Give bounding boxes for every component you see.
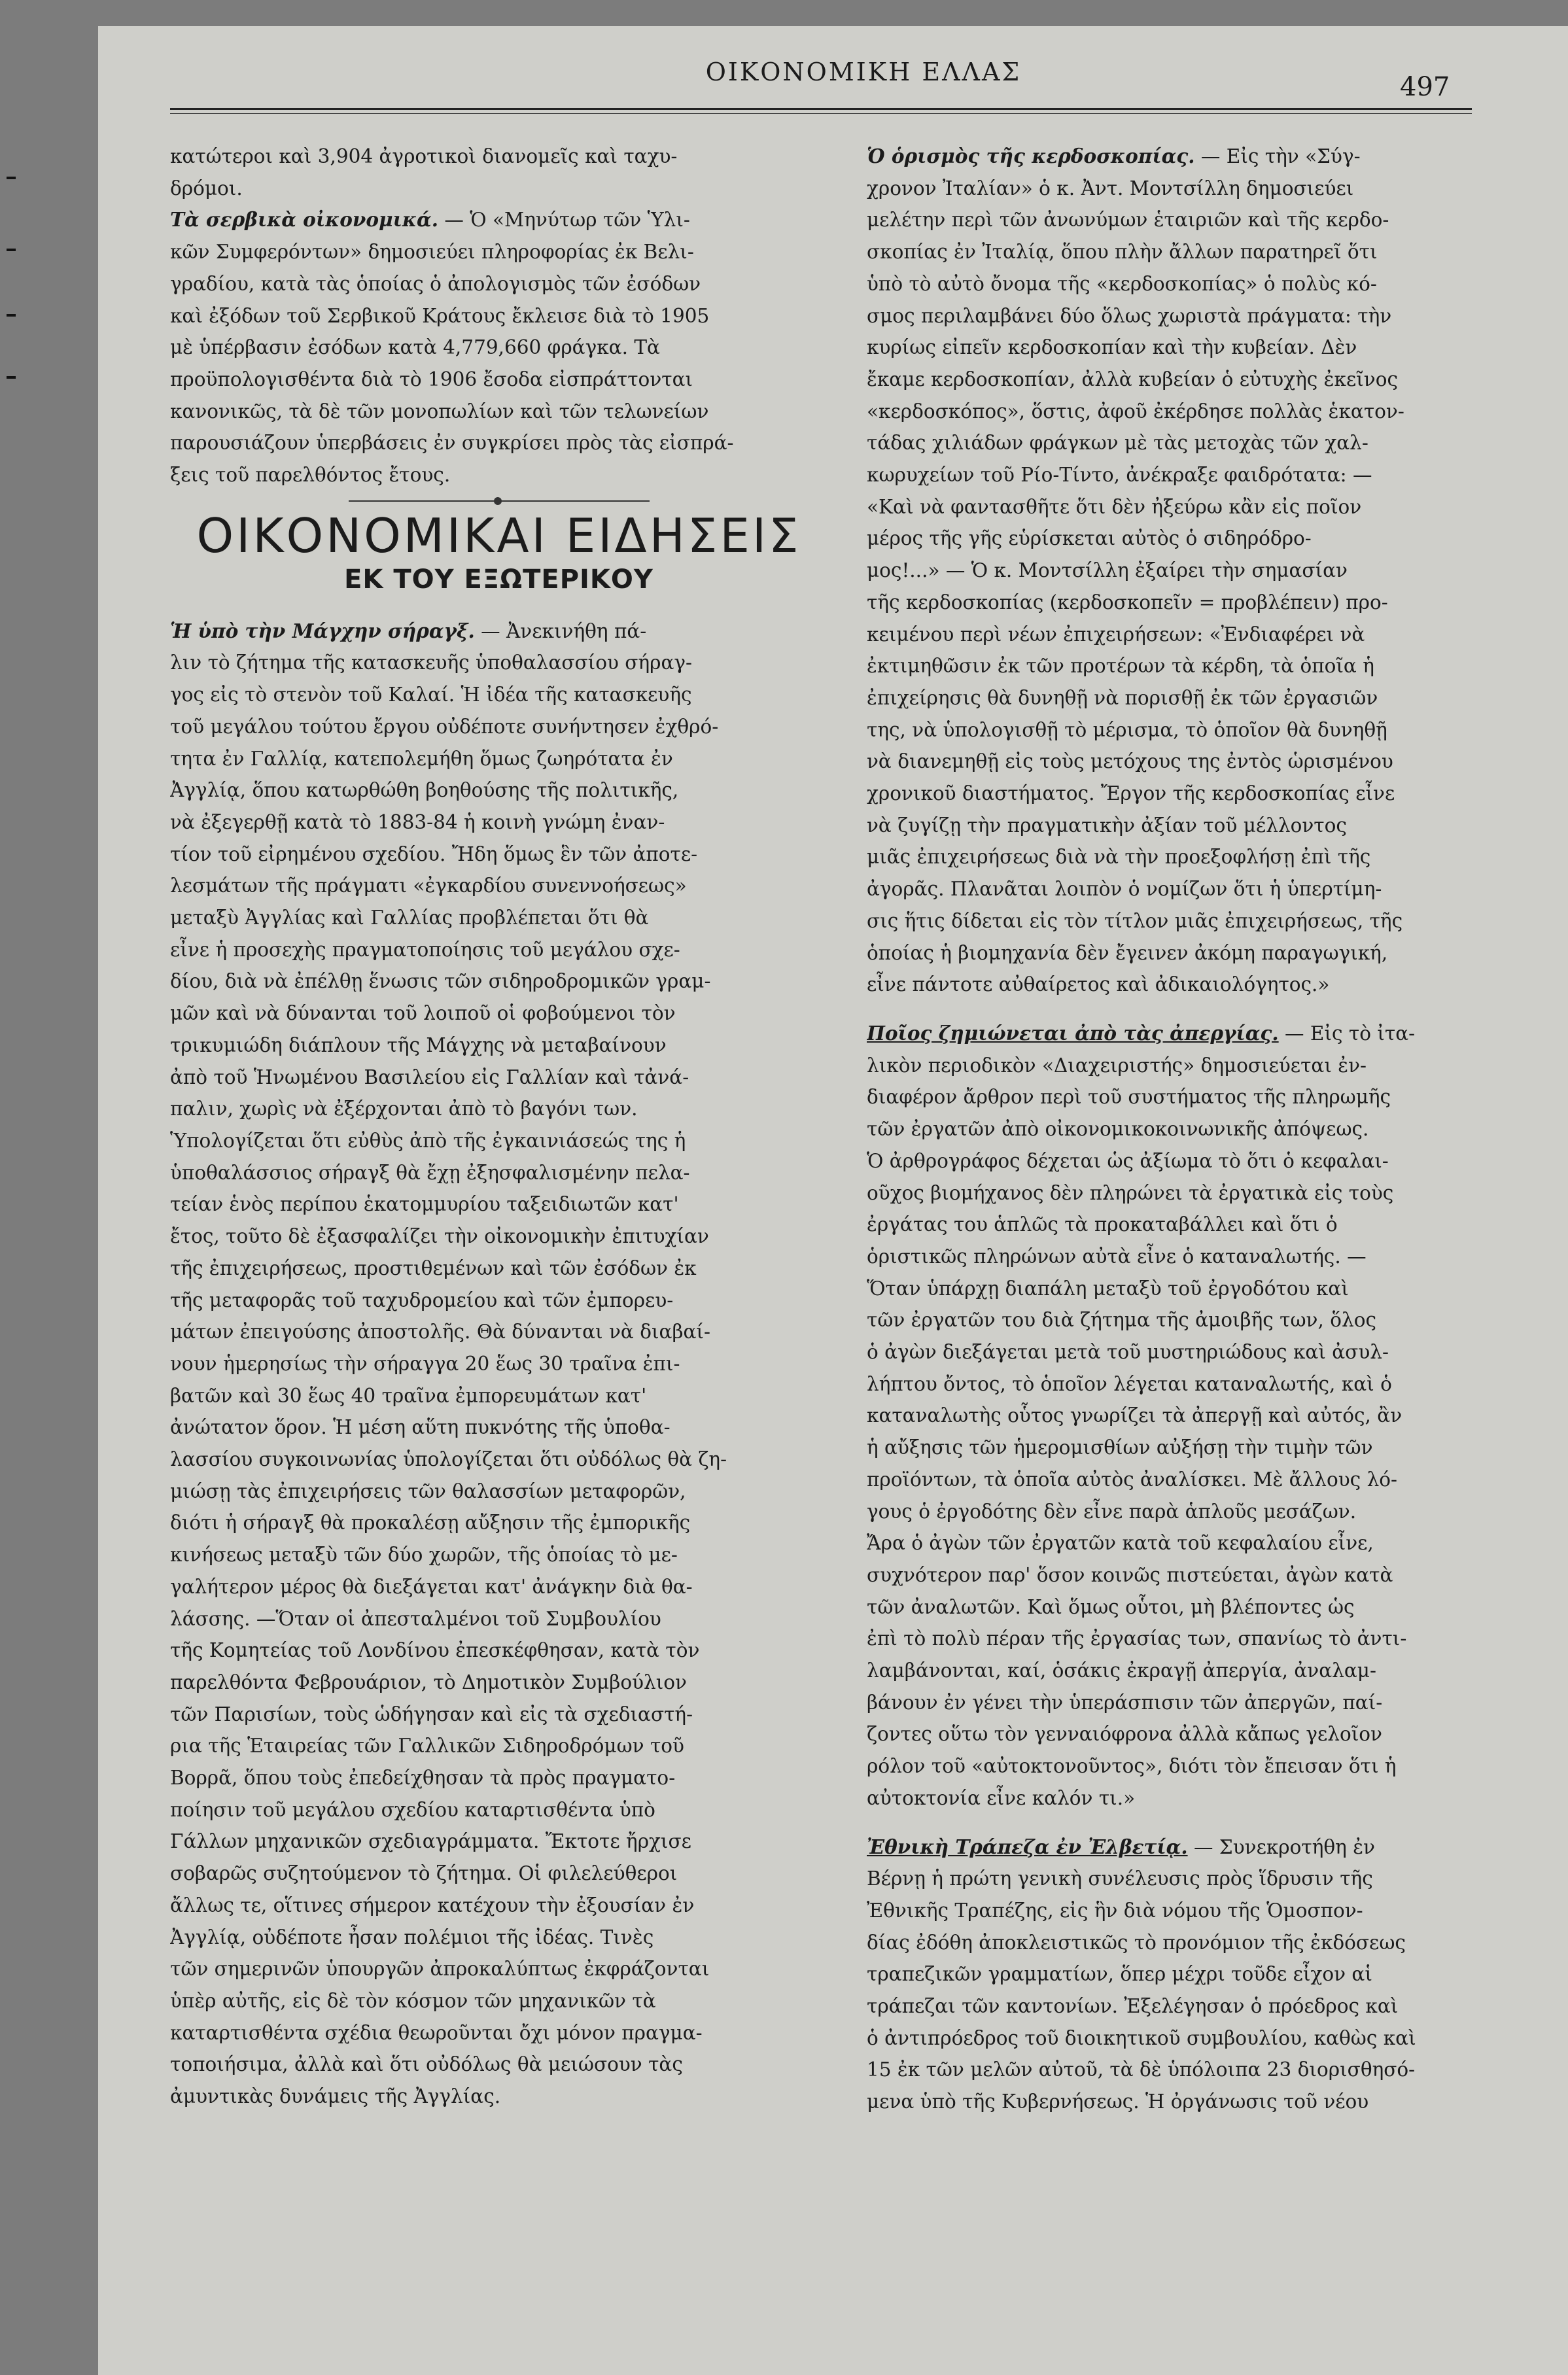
text-line: ποίησιν τοῦ μεγάλου σχεδίου καταρτισθέντα ὑπὸ bbox=[170, 1798, 655, 1821]
text-line: ζοντες οὕτω τὸν γενναιόφρονα ἀλλὰ κἄπως γελοῖον bbox=[867, 1723, 1382, 1746]
article-serbian-finances bbox=[170, 204, 828, 491]
text-line: Ὅταν ὑπάρχῃ διαπάλη μεταξὺ τοῦ ἐργοδότου καὶ bbox=[867, 1277, 1349, 1300]
text-line: λαμβάνονται, καί, ὁσάκις ἐκραγῇ ἀπεργία, ἀναλαμ- bbox=[867, 1659, 1376, 1682]
text-line: ἔκαμε κερδοσκοπίαν, ἀλλὰ κυβείαν ὁ εὐτυχὴς ἐκεῖνος bbox=[867, 368, 1399, 390]
text-line: τράπεζαι τῶν καντονίων. Ἐξελέγησαν ὁ πρόεδρος καὶ bbox=[867, 1995, 1399, 2018]
text-line: ἀπὸ τοῦ Ἡνωμένου Βασιλείου εἰς Γαλλίαν καὶ τἀνά- bbox=[170, 1066, 689, 1088]
text-line: μελέτην περὶ τῶν ἀνωνύμων ἑταιριῶν καὶ τῆς κερδο- bbox=[867, 209, 1389, 232]
text-line: δίας ἐδόθη ἀποκλειστικῶς τὸ προνόμιον τῆς ἐκδόσεως bbox=[867, 1931, 1406, 1954]
text-line: Γάλλων μηχανικῶν σχεδιαγράμματα. Ἔκτοτε ἤρχισε bbox=[170, 1830, 691, 1853]
section-divider bbox=[349, 500, 650, 502]
text-line: νὰ ἐξεγερθῇ κατὰ τὸ 1883-84 ἡ κοινὴ γνώμη ἐναν- bbox=[170, 810, 665, 833]
text-line: μῶν καὶ νὰ δύνανται τοῦ λοιποῦ οἱ φοβούμενοι τὸν bbox=[170, 1002, 676, 1025]
text-line: καταρτισθέντα σχέδια θεωροῦνται ὄχι μόνον πραγμα- bbox=[170, 2021, 703, 2044]
text-line: ἐκτιμηθῶσιν ἐκ τῶν προτέρων τὰ κέρδη, τὰ ὁποῖα ἡ bbox=[867, 655, 1374, 678]
intro-paragraph bbox=[170, 141, 828, 204]
text-line: — Εἰς τὸ ἰτα- bbox=[1278, 1022, 1416, 1045]
text-line: δρόμοι. bbox=[170, 177, 243, 199]
text-line: σις ἥτις δίδεται εἰς τὸν τίτλον μιᾶς ἐπιχειρήσεως, τῆς bbox=[867, 909, 1403, 932]
text-line: τῶν σημερινῶν ὑπουργῶν ἀπροκαλύπτως ἐκφράζονται bbox=[170, 1958, 710, 1981]
text-line: τῆς κερδοσκοπίας (κερδοσκοπεῖν = προβλέπειν) προ- bbox=[867, 591, 1388, 614]
text-line: Ὑπολογίζεται ὅτι εὐθὺς ἀπὸ τῆς ἐγκαινιάσεώς της ἡ bbox=[170, 1129, 686, 1152]
text-line: κανονικῶς, τὰ δὲ τῶν μονοπωλίων καὶ τῶν τελωνείων bbox=[170, 400, 709, 423]
text-line: λεσμάτων τῆς πράγματι «ἐγκαρδίου συνεννοήσεως» bbox=[170, 875, 687, 897]
text-line: ρια τῆς Ἑταιρείας τῶν Γαλλικῶν Σιδηροδρόμων τοῦ bbox=[170, 1735, 684, 1758]
text-line: παρελθόντα Φεβρουάριον, τὸ Δημοτικὸν Συμβούλιον bbox=[170, 1671, 687, 1693]
text-line: μὲ ὑπέρβασιν ἐσόδων κατὰ 4,779,660 φράγκα. Τὰ bbox=[170, 336, 660, 359]
text-line: λικὸν περιοδικὸν «Διαχειριστής» δημοσιεύεται ἐν- bbox=[867, 1054, 1367, 1077]
text-line: εἶνε ἡ προσεχὴς πραγματοποίησις τοῦ μεγάλου σχε- bbox=[170, 938, 680, 961]
section-title: ΟΙΚΟΝΟΜΙΚΑΙ ΕΙΔΗΣΕΙΣ bbox=[196, 508, 801, 563]
text-line: Βέρνῃ ἡ πρώτη γενικὴ συνέλευσις πρὸς ἵδρυσιν τῆς bbox=[867, 1867, 1373, 1890]
text-line: χρονικοῦ διαστήματος. Ἔργον τῆς κερδοσκοπίας εἶνε bbox=[867, 782, 1395, 805]
text-line: τῶν ἐργατῶν ἀπὸ οἰκονομικοκοινωνικῆς ἀπόψεως. bbox=[867, 1118, 1369, 1141]
article-title: Ἐθνικὴ Τράπεζα ἐν Ἐλβετίᾳ. bbox=[867, 1835, 1188, 1858]
text-line: διαφέρον ἄρθρον περὶ τοῦ συστήματος τῆς πληρωμῆς bbox=[867, 1086, 1391, 1109]
text-line: «κερδοσκόπος», ὅστις, ἀφοῦ ἐκέρδησε πολλὰς ἑκατον- bbox=[867, 400, 1404, 423]
text-line: τρικυμιώδη διάπλουν τῆς Μάγχης νὰ μεταβαίνουν bbox=[170, 1033, 667, 1056]
text-line: μάτων ἐπειγούσης ἀποστολῆς. Θὰ δύνανται νὰ διαβαί- bbox=[170, 1321, 710, 1344]
text-line: τῆς μεταφορᾶς τοῦ ταχυδρομείου καὶ τῶν ἐμπορευ- bbox=[170, 1289, 674, 1311]
text-line: μιώσῃ τὰς ἐπιχειρήσεις τῶν θαλασσίων μεταφορῶν, bbox=[170, 1480, 686, 1502]
section-subtitle: ΕΚ ΤΟΥ ΕΞΩΤΕΡΙΚΟΥ bbox=[344, 564, 653, 595]
text-line: Βορρᾶ, ὅπου τοὺς ἐπεδείχθησαν τὰ πρὸς πραγματο- bbox=[170, 1767, 676, 1790]
text-line: ἀνώτατον ὅρον. Ἡ μέση αὕτη πυκνότης τῆς ὑποθα- bbox=[170, 1416, 671, 1439]
text-line: γος εἰς τὸ στενὸν τοῦ Καλαί. Ἡ ἰδέα τῆς κατασκευῆς bbox=[170, 684, 692, 706]
journal-page bbox=[98, 26, 1568, 2375]
text-line: τοποιήσιμα, ἀλλὰ καὶ ὅτι οὐδόλως θὰ μειώσουν τὰς bbox=[170, 2053, 683, 2076]
text-line: κατώτεροι καὶ 3,904 ἀγροτικοὶ διανομεῖς καὶ ταχυ- bbox=[170, 145, 678, 167]
text-line: καὶ ἐξόδων τοῦ Σερβικοῦ Κράτους ἔκλεισε διὰ τὸ 1905 bbox=[170, 304, 710, 327]
left-column bbox=[170, 141, 828, 2113]
text-line: διότι ἡ σήραγξ θὰ προκαλέσῃ αὔξησιν τῆς ἐμπορικῆς bbox=[170, 1512, 691, 1534]
text-line: αὐτοκτονία εἶνε καλόν τι.» bbox=[867, 1786, 1136, 1809]
text-line: κινήσεως μεταξὺ τῶν δύο χωρῶν, τῆς ὁποίας τὸ με- bbox=[170, 1544, 678, 1567]
text-line: τῶν Παρισίων, τοὺς ὡδήγησαν καὶ εἰς τὰ σχεδιαστή- bbox=[170, 1703, 693, 1725]
header-rule-thin bbox=[170, 113, 1472, 114]
text-line: ξεις τοῦ παρελθόντος ἔτους. bbox=[170, 464, 451, 487]
text-line: κυρίως εἰπεῖν κερδοσκοπίαν καὶ τὴν κυβείαν. Δὲν bbox=[867, 336, 1357, 359]
text-line: λήπτου ὄντος, τὸ ὁποῖον λέγεται καταναλωτής, καὶ ὁ bbox=[867, 1372, 1392, 1395]
header-rule bbox=[170, 108, 1472, 110]
text-line: παρουσιάζουν ὑπερβάσεις ἐν συγκρίσει πρὸς τὰς εἰσπρά- bbox=[170, 432, 734, 455]
text-line: τῆς Κομητείας τοῦ Λονδίνου ἐπεσκέφθησαν, κατὰ τὸν bbox=[170, 1639, 700, 1662]
text-line: 15 ἐκ τῶν μελῶν αὐτοῦ, τὰ δὲ ὑπόλοιπα 23 διορισθησό- bbox=[867, 2058, 1416, 2081]
article-swiss-national-bank bbox=[867, 1831, 1495, 2118]
text-line: κῶν Συμφερόντων» δημοσιεύει πληροφορίας ἐκ Βελι- bbox=[170, 241, 694, 264]
text-line: ἡ αὔξησις τῶν ἡμερομισθίων αὐξήσῃ τὴν τιμὴν τῶν bbox=[867, 1436, 1373, 1459]
text-line: βάνουν ἐν γένει τὴν ὑπεράσπισιν τῶν ἀπεργῶν, παί- bbox=[867, 1691, 1383, 1714]
text-line: τῆς ἐπιχειρήσεως, προστιθεμένων καὶ τῶν ἐσόδων ἐκ bbox=[170, 1257, 697, 1279]
text-line: ὁποίας ἡ βιομηχανία δὲν ἔγεινεν ἀκόμη παραγωγική, bbox=[867, 941, 1388, 964]
text-line: οῦχος βιομήχανος δὲν πληρώνει τὰ ἐργατικὰ εἰς τοὺς bbox=[867, 1181, 1394, 1204]
text-line: ὁ ἀντιπρόεδρος τοῦ διοικητικοῦ συμβουλίου, καθὼς καὶ bbox=[867, 2026, 1416, 2049]
text-line: χρονον Ἰταλίαν» ὁ κ. Ἀντ. Μοντσίλλη δημοσιεύει bbox=[867, 177, 1354, 199]
text-line: γαλήτερον μέρος θὰ διεξάγεται κατ' ἀνάγκην διὰ θα- bbox=[170, 1575, 693, 1598]
text-line: τραπεζικῶν γραμματίων, ὅπερ μέχρι τοῦδε εἶχον αἱ bbox=[867, 1963, 1372, 1986]
page-number: 497 bbox=[1400, 72, 1450, 102]
text-line: προϋπολογισθέντα διὰ τὸ 1906 ἔσοδα εἰσπράττονται bbox=[170, 368, 693, 390]
text-line: Ἄρα ὁ ἀγὼν τῶν ἐργατῶν κατὰ τοῦ κεφαλαίου εἶνε, bbox=[867, 1532, 1374, 1555]
text-line: «Καὶ νὰ φαντασθῆτε ὅτι δὲν ἠξεύρω κἂν εἰς ποῖον bbox=[867, 495, 1362, 518]
text-line: γραδίου, κατὰ τὰς ὁποίας ὁ ἀπολογισμὸς τῶν ἐσόδων bbox=[170, 272, 701, 295]
scan-margin bbox=[0, 0, 98, 2375]
article-title: Ὁ ὁρισμὸς τῆς κερδοσκοπίας. bbox=[867, 145, 1195, 167]
article-strikes bbox=[867, 1018, 1495, 1814]
text-line: ὑπὸ τὸ αὐτὸ ὄνομα τῆς «κερδοσκοπίας» ὁ πολὺς κό- bbox=[867, 272, 1377, 295]
text-line: ἐργάτας του ἁπλῶς τὰ προκαταβάλλει καὶ ὅτι ὁ bbox=[867, 1213, 1338, 1236]
text-line: καταναλωτὴς οὗτος γνωρίζει τὰ ἀπεργῇ καὶ αὐτός, ἂν bbox=[867, 1404, 1402, 1427]
text-line: ὁ ἀγὼν διεξάγεται μετὰ τοῦ μυστηριώδους καὶ ἀσυλ- bbox=[867, 1341, 1389, 1364]
text-line: ἄλλως τε, οἵτινες σήμερον κατέχουν τὴν ἐξουσίαν ἐν bbox=[170, 1894, 695, 1916]
running-title: ΟΙΚΟΝΟΜΙΚΗ ΕΛΛΑΣ bbox=[705, 58, 1022, 86]
right-column bbox=[867, 141, 1495, 2118]
text-line: μιᾶς ἐπιχειρήσεως διὰ νὰ τὴν προεξοφλήσῃ ἐπὶ τῆς bbox=[867, 846, 1371, 869]
text-line: ἀμυντικὰς δυνάμεις τῆς Ἀγγλίας. bbox=[170, 2085, 501, 2108]
text-line: Ἀγγλίᾳ, ὅπου κατωρθώθη βοηθούσης τῆς πολιτικῆς, bbox=[170, 779, 679, 802]
text-line: λασσίου συγκοινωνίας ὑπολογίζεται ὅτι οὐδόλως θὰ ζη- bbox=[170, 1448, 727, 1471]
text-line: τάδας χιλιάδων φράγκων μὲ τὰς μετοχὰς τῶν χαλ- bbox=[867, 432, 1368, 455]
text-line: μεταξὺ Ἀγγλίας καὶ Γαλλίας προβλέπεται ὅτι θὰ bbox=[170, 907, 649, 929]
text-line: νὰ διανεμηθῇ εἰς τοὺς μετόχους της ἐντὸς ὡρισμένου bbox=[867, 750, 1393, 773]
text-line: ὁριστικῶς πληρώνων αὐτὰ εἶνε ὁ καταναλωτής. — bbox=[867, 1245, 1367, 1268]
text-line: Ἀγγλίᾳ, οὐδέποτε ἦσαν πολέμιοι τῆς ἰδέας. Τινὲς bbox=[170, 1926, 654, 1949]
text-line: σμος περιλαμβάνει δύο ὅλως χωριστὰ πράγματα: τὴν bbox=[867, 304, 1392, 327]
text-line: — Εἰς τὴν «Σύγ- bbox=[1194, 145, 1361, 167]
text-line: — Συνεκροτήθη ἐν bbox=[1187, 1835, 1375, 1858]
text-line: σοβαρῶς συζητούμενον τὸ ζήτημα. Οἱ φιλελεύθεροι bbox=[170, 1862, 678, 1885]
text-line: δίου, διὰ νὰ ἐπέλθῃ ἕνωσις τῶν σιδηροδρομικῶν γραμ- bbox=[170, 970, 711, 993]
text-line: ρόλον τοῦ «αὐτοκτονοῦντος», διότι τὸν ἔπεισαν ὅτι ἡ bbox=[867, 1755, 1397, 1778]
text-line: ἐπὶ τὸ πολὺ πέραν τῆς ἐργασίας των, σπανίως τὸ ἀντι- bbox=[867, 1627, 1407, 1650]
text-line: τητα ἐν Γαλλίᾳ, κατεπολεμήθη ὅμως ζωηρότατα ἐν bbox=[170, 747, 673, 770]
text-line: ἀγορᾶς. Πλανᾶται λοιπὸν ὁ νομίζων ὅτι ἡ ὑπερτίμη- bbox=[867, 878, 1382, 901]
text-line: παλιν, χωρὶς νὰ ἐξέρχονται ἀπὸ τὸ βαγόνι των. bbox=[170, 1098, 638, 1120]
text-line: ὑπὲρ αὐτῆς, εἰς δὲ τὸν κόσμον τῶν μηχανικῶν τὰ bbox=[170, 1989, 656, 2012]
text-line: τίον τοῦ εἰρημένου σχεδίου. Ἤδη ὅμως ἓν τῶν ἀποτε- bbox=[170, 842, 698, 865]
article-speculation-definition bbox=[867, 141, 1495, 1001]
text-line: ὑποθαλάσσιος σήραγξ θὰ ἔχῃ ἐξησφαλισμένην πελα- bbox=[170, 1161, 690, 1184]
text-line: νὰ ζυγίζῃ τὴν πραγματικὴν ἀξίαν τοῦ μέλλοντος bbox=[867, 814, 1347, 837]
text-line: τείαν ἑνὸς περίπου ἑκατομμυρίου ταξειδιωτῶν κατ' bbox=[170, 1193, 679, 1216]
article-channel-tunnel bbox=[170, 615, 828, 2113]
text-line: συχνότερον παρ' ὅσον κοινῶς πιστεύεται, ἀγὼν κατὰ bbox=[867, 1563, 1393, 1586]
text-line: βατῶν καὶ 30 ἕως 40 τραῖνα ἐμπορευμάτων κατ' bbox=[170, 1384, 647, 1407]
text-line: τῶν ἐργατῶν του διὰ ζήτημα τῆς ἀμοιβῆς των, ὅλος bbox=[867, 1309, 1376, 1332]
text-line: κειμένου περὶ νέων ἐπιχειρήσεων: «Ἐνδιαφέρει νὰ bbox=[867, 623, 1365, 646]
text-line: εἶνε πάντοτε αὐθαίρετος καὶ ἀδικαιολόγητος.» bbox=[867, 973, 1330, 996]
article-title: Τὰ σερβικὰ οἰκονομικά. bbox=[170, 208, 439, 232]
text-line: σκοπίας ἐν Ἰταλίᾳ, ὅπου πλὴν ἄλλων παρατηρεῖ ὅτι bbox=[867, 241, 1378, 264]
text-line: Ἐθνικῆς Τραπέζης, εἰς ἣν διὰ νόμου τῆς Ὁμοσπον- bbox=[867, 1899, 1363, 1922]
text-line: — Ὁ «Μηνύτωρ τῶν Ὑλι- bbox=[438, 209, 690, 232]
text-line: μενα ὑπὸ τῆς Κυβερνήσεως. Ἡ ὀργάνωσις τοῦ νέου bbox=[867, 2090, 1369, 2113]
text-line: της, νὰ ὑπολογισθῇ τὸ μέρισμα, τὸ ὁποῖον θὰ δυνηθῇ bbox=[867, 718, 1387, 741]
text-line: — Ἀνεκινήθη πά- bbox=[474, 619, 647, 642]
text-line: τοῦ μεγάλου τούτου ἔργου οὐδέποτε συνήντησεν ἐχθρό- bbox=[170, 715, 719, 738]
article-title: Ἡ ὑπὸ τὴν Μάγχην σήραγξ. bbox=[170, 619, 475, 642]
text-line: κωρυχείων τοῦ Ρίο-Τίντο, ἀνέκραξε φαιδρότατα: — bbox=[867, 464, 1372, 487]
text-line: λάσσης. —Ὅταν οἱ ἀπεσταλμένοι τοῦ Συμβουλίου bbox=[170, 1607, 661, 1630]
article-title: Ποῖος ζημιώνεται ἀπὸ τὰς ἀπεργίας. bbox=[867, 1021, 1279, 1045]
text-line: λιν τὸ ζήτημα τῆς κατασκευῆς ὑποθαλασσίου σήραγ- bbox=[170, 651, 692, 674]
text-line: τῶν ἀναλωτῶν. Καὶ ὅμως οὗτοι, μὴ βλέποντες ὡς bbox=[867, 1595, 1355, 1618]
text-line: νουν ἡμερησίως τὴν σήραγγα 20 ἕως 30 τραῖνα ἐπι- bbox=[170, 1352, 680, 1375]
text-line: γους ὁ ἐργοδότης δὲν εἶνε παρὰ ἁπλοῦς μεσάζων. bbox=[867, 1500, 1357, 1523]
text-line: ἔτος, τοῦτο δὲ ἐξασφαλίζει τὴν οἰκονομικὴν ἐπιτυχίαν bbox=[170, 1225, 709, 1248]
text-line: μέρος τῆς γῆς εὑρίσκεται αὐτὸς ὁ σιδηρόδρο- bbox=[867, 527, 1312, 550]
text-line: προϊόντων, τὰ ὁποῖα αὐτὸς ἀναλίσκει. Μὲ ἄλλους λό- bbox=[867, 1468, 1398, 1491]
text-line: ἐπιχείρησις θὰ δυνηθῇ νὰ πορισθῇ ἐκ τῶν ἐργασιῶν bbox=[867, 686, 1378, 709]
text-line: Ὁ ἀρθρογράφος δέχεται ὡς ἀξίωμα τὸ ὅτι ὁ κεφαλαι- bbox=[867, 1149, 1389, 1172]
text-line: μος!...» — Ὁ κ. Μοντσίλλη ἐξαίρει τὴν σημασίαν bbox=[867, 559, 1348, 582]
